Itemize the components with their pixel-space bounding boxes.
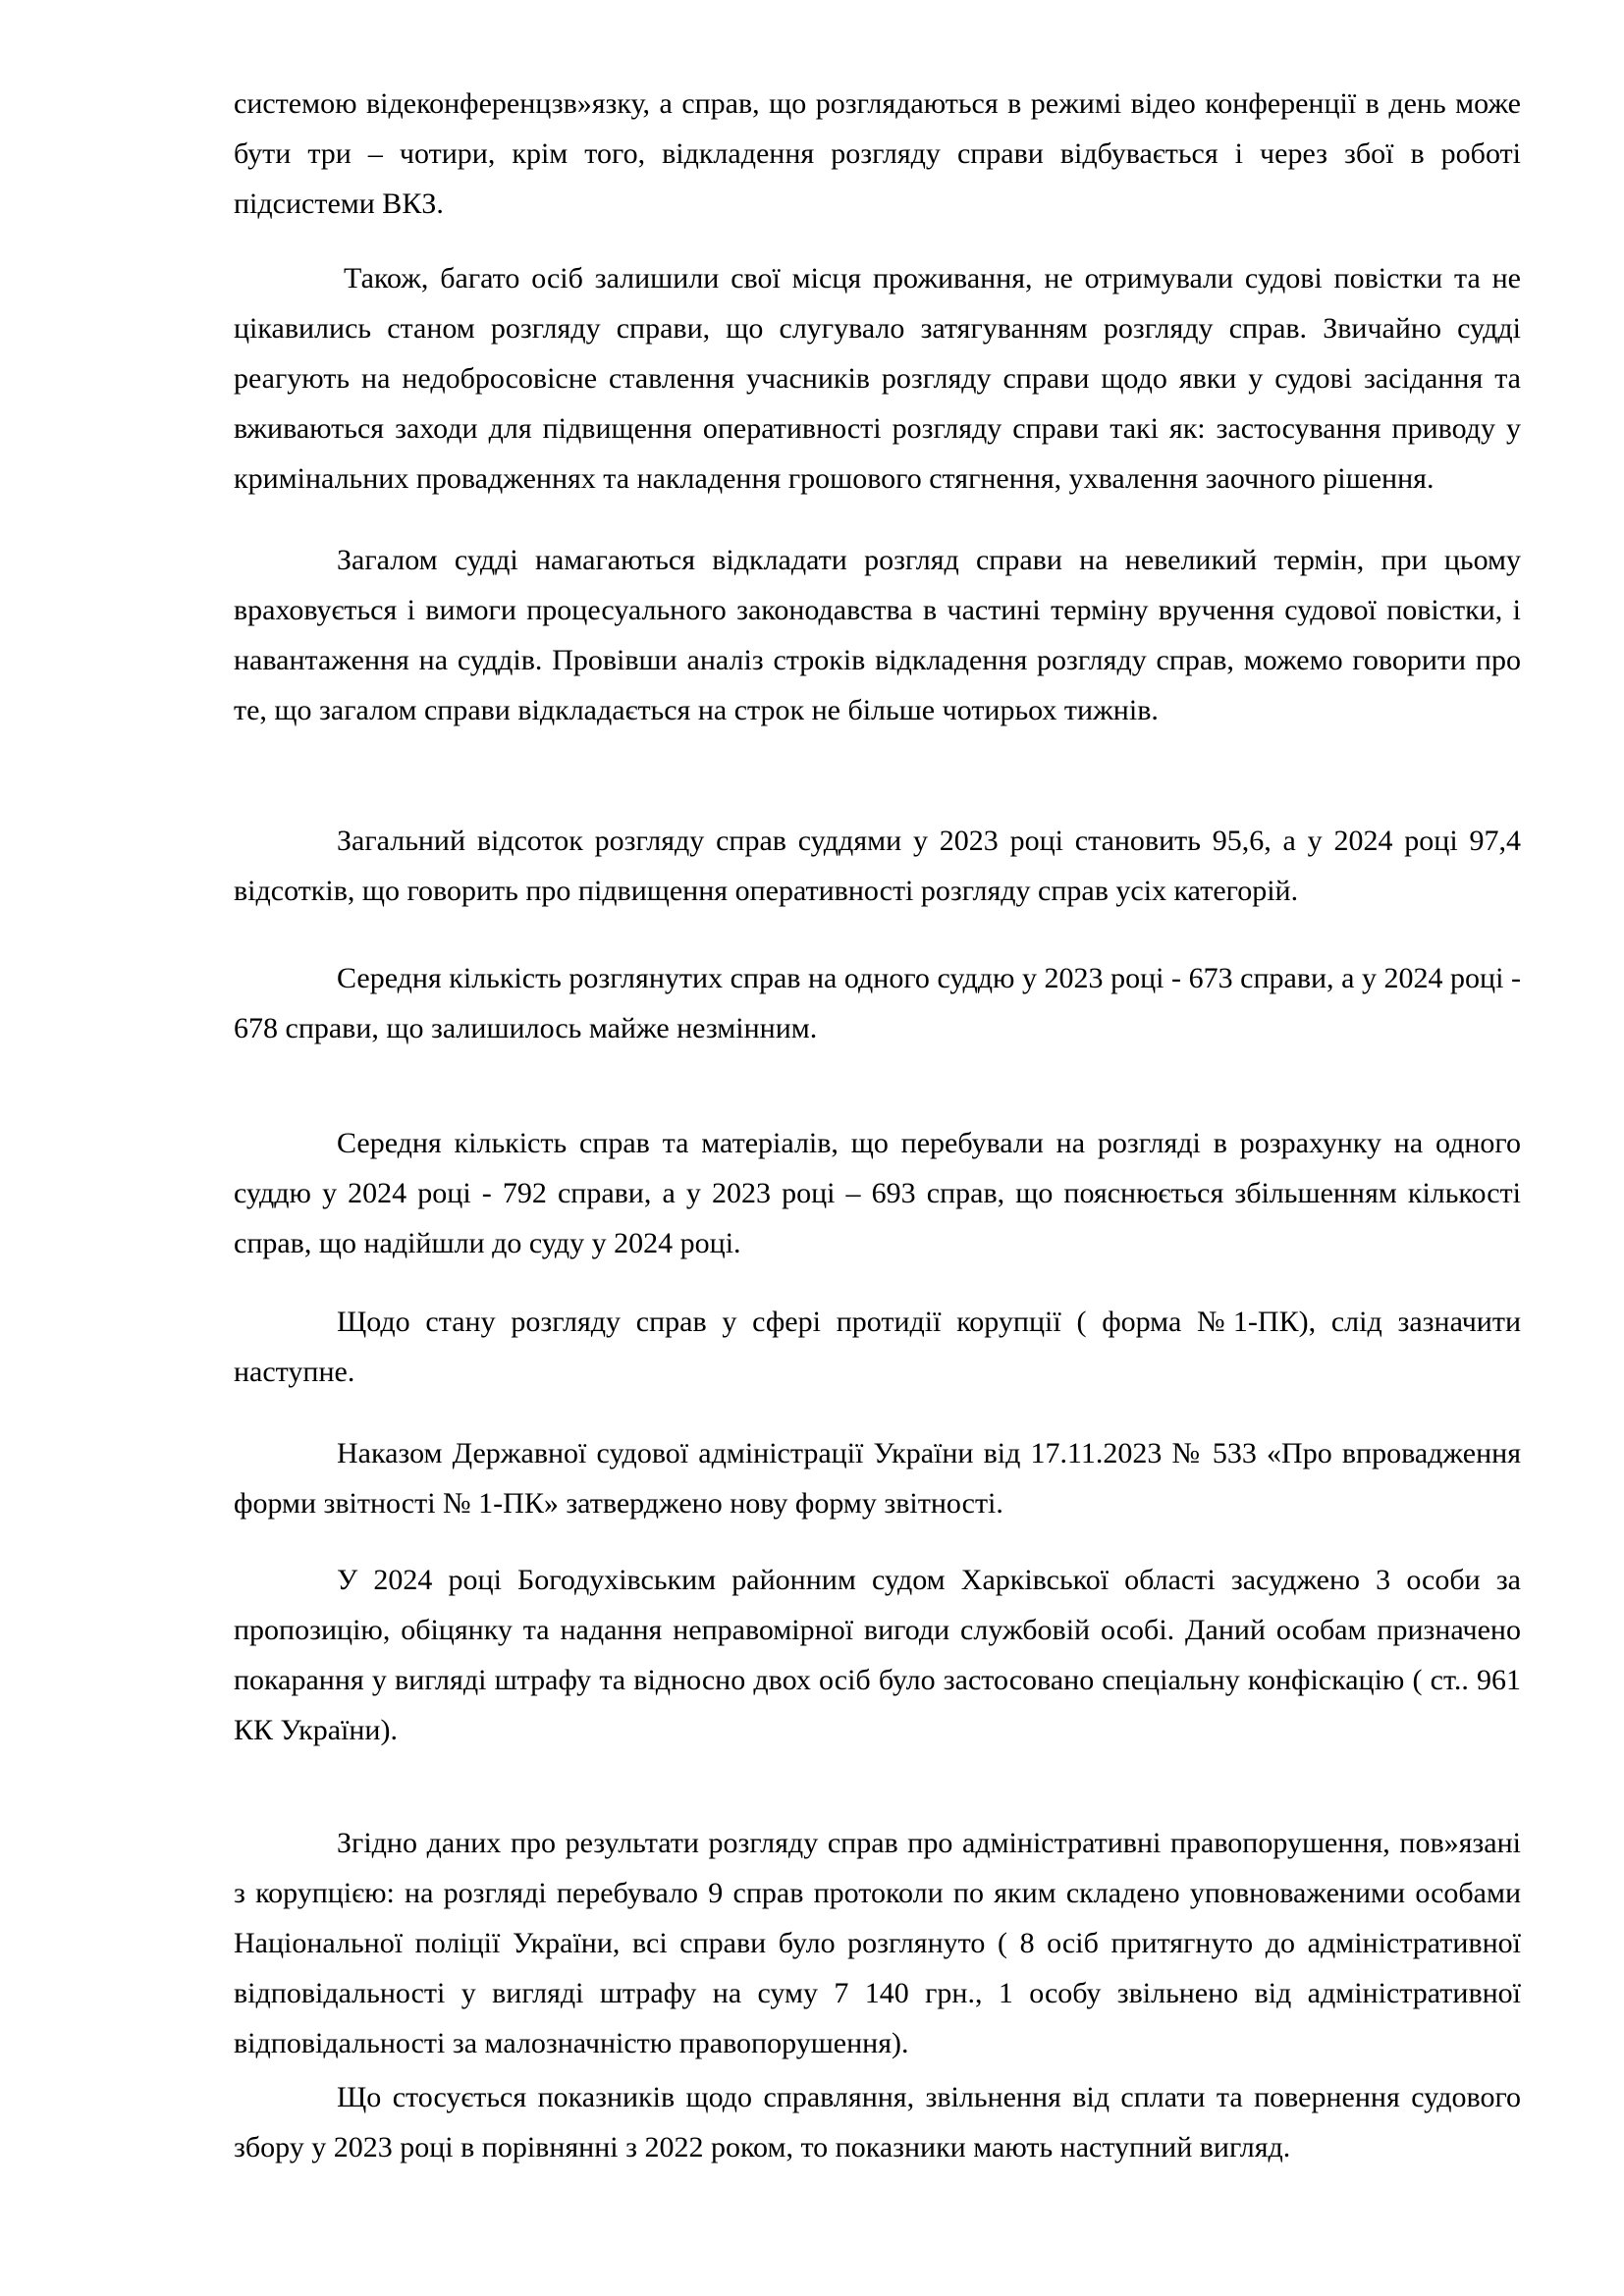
paragraph-average-pending: Середня кількість справ та матеріалів, що перебували на розгляді в розрахунку на одного суддю у 2024 році - 792 справи, а у 2023 році – 693 справ, що пояснюється збільшенням кількості справ, що надійшли до суду у 2024 році. [234,1127,1521,1259]
paragraph-administrative-offenses: Згідно даних про результати розгляду справ про адміністративні правопорушення, пов»язані з корупцією: на розгляді перебувало 9 справ протоколи по яким складено уповноваженими особами Національної поліції України, всі справи було розглянуто ( 8 осіб притягнуто до адміністративної відповідальності у вигляді штрафу на суму 7 140 грн., 1 особу звільнено від адміністративної відповідальності за малозначністю правопорушення). [234,1827,1521,2059]
paragraph-court-fee: Що стосується показників щодо справляння, звільнення від сплати та повернення судового збору у 2023 році в порівнянні з 2022 роком, то показники мають наступний вигляд. [234,2081,1521,2163]
paragraph-vkz-continuation: системою відеконференцзв»язку, а справ, що розглядаються в режимі відео конференції в день може бути три – чотири, крім того, відкладення розгляду справи відбувається і через збої в роботі підсистеми ВКЗ. [234,87,1521,220]
paragraph-corruption-intro: Щодо стану розгляду справ у сфері протидії корупції ( форма №1-ПК), слід зазначити наступне. [234,1306,1521,1388]
paragraph-postponement-terms: Загалом судді намагаються відкладати розгляд справи на невеликий термін, при цьому враховується і вимоги процесуального законодавства в частині терміну вручення судової повістки, і навантаження на суддів. Провівши аналіз строків відкладення розгляду справ, можемо говорити про те, що загалом справи відкладається на строк не більше чотирьох тижнів. [234,544,1521,726]
paragraph-overall-percentage: Загальний відсоток розгляду справ суддями у 2023 році становить 95,6, а у 2024 році 97,4 відсотків, що говорить про підвищення оперативності розгляду справ усіх категорій. [234,825,1521,907]
paragraph-convictions-2024: У 2024 році Богодухівським районним судом Харківської області засуджено 3 особи за пропозицію, обіцянку та надання неправомірної вигоди службовій особі. Даний особам призначено покарання у вигляді штрафу та відносно двох осіб було застосовано спеціальну конфіскацію ( ст.. 961 КК України). [234,1564,1521,1746]
paragraph-average-considered: Середня кількість розглянутих справ на одного суддю у 2023 році - 673 справи, а у 2024 році - 678 справи, що залишилось майже незмінним. [234,962,1521,1044]
paragraph-order-1pk: Наказом Державної судової адміністрації України від 17.11.2023 № 533 «Про впровадження форми звітності № 1-ПК» затверджено нову форму звітності. [234,1437,1521,1520]
paragraph-participants-absence: Також, багато осіб залишили свої місця проживання, не отримували судові повістки та не цікавились станом розгляду справи, що слугувало затягуванням розгляду справ. Звичайно судді реагують на недобросовісне ставлення учасників розгляду справи щодо явки у судові засідання та вживаються заходи для підвищення оперативності розгляду справи такі як: застосування приводу у кримінальних провадженнях та накладення грошового стягнення, ухвалення заочного рішення. [234,262,1521,495]
